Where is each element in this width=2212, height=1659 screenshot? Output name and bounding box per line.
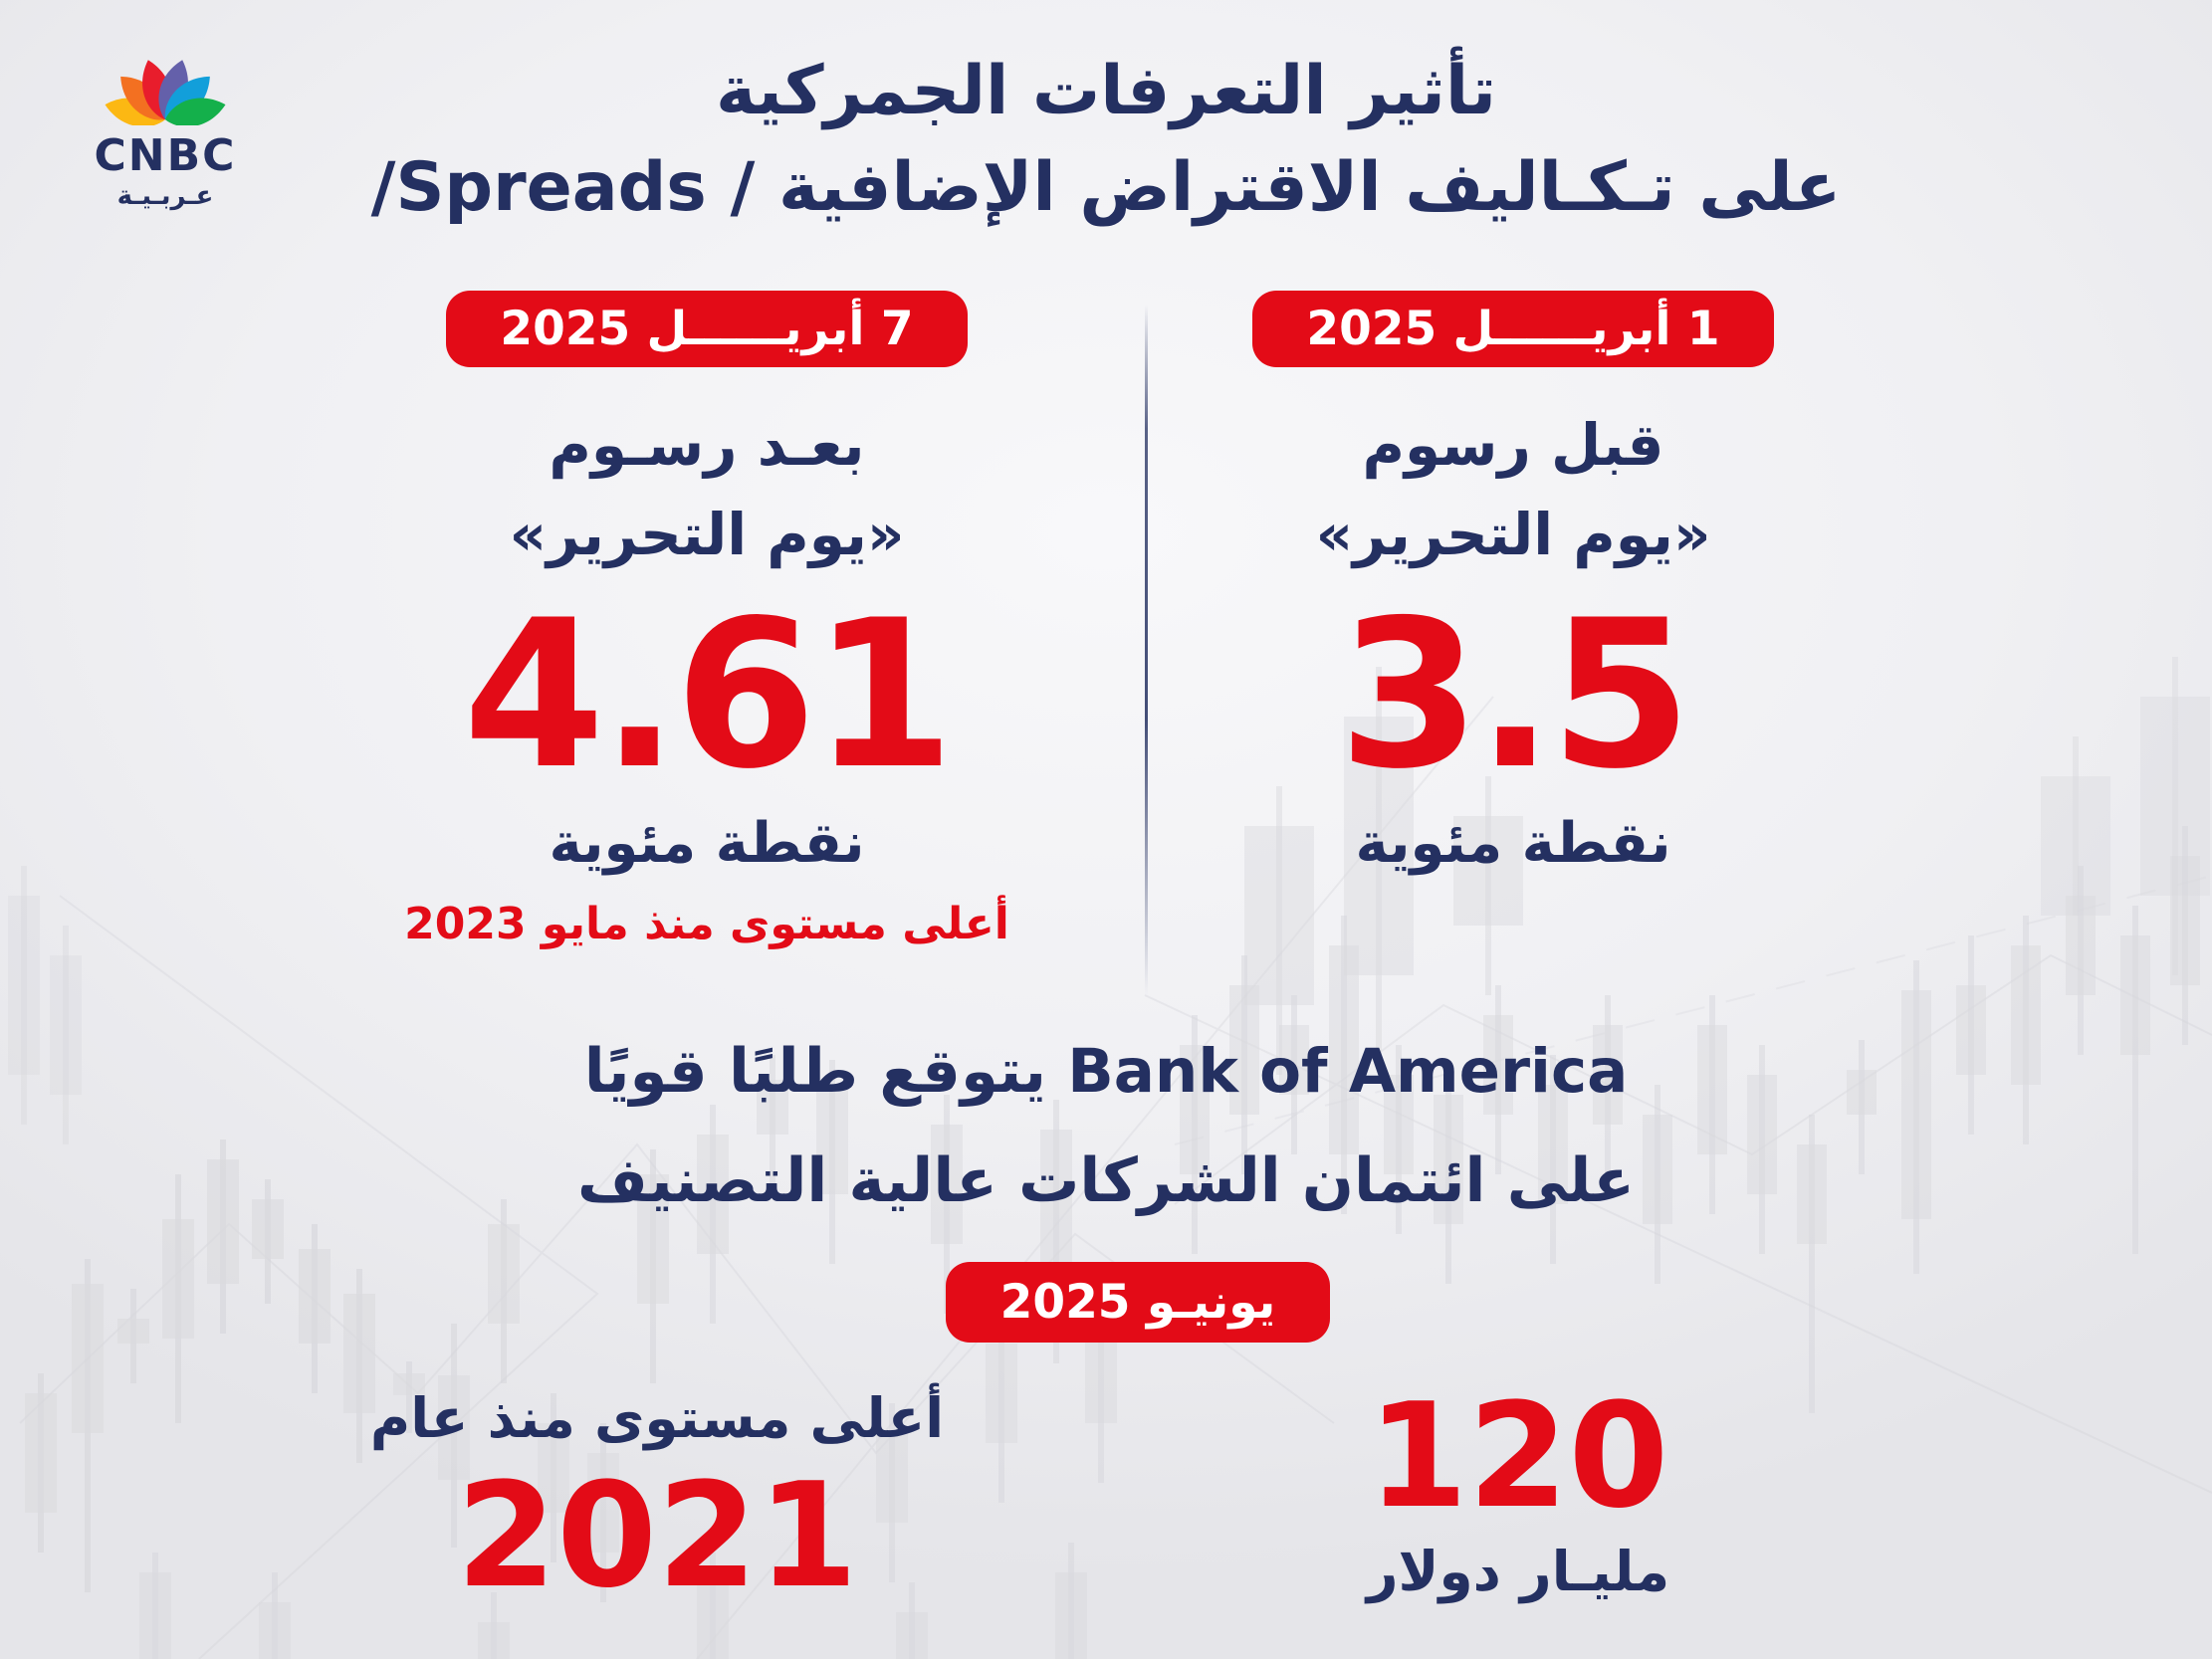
page-title xyxy=(0,44,2212,236)
after-spread-unit: نقطة مئوية xyxy=(549,810,865,876)
before-spread-unit: نقطة مئوية xyxy=(1355,810,1671,876)
amount-unit: مليـار دولار xyxy=(1366,1540,1670,1604)
brand-arabic-label: عـربـيـة xyxy=(116,181,214,212)
after-fees-label-line-1: بعـد رسـوم xyxy=(549,411,865,480)
after-spread-value: 4.61 xyxy=(463,576,951,814)
date-badge-april-7: 7 أبريــــــل 2025 xyxy=(446,291,967,367)
after-tariffs-column xyxy=(378,291,1035,951)
before-spread-value: 3.5 xyxy=(1338,576,1688,814)
before-fees-label xyxy=(1185,401,1842,580)
before-tariffs-column xyxy=(1185,291,1842,877)
since-year-value: 2021 xyxy=(456,1452,858,1620)
date-badge-april-1: 1 أبريــــــل 2025 xyxy=(1252,291,1773,367)
before-fees-label-line-2: «يوم التحرير» xyxy=(1315,500,1711,568)
title-line-1: تأثير التعرفات الجمركية xyxy=(716,52,1496,130)
highest-since-year-stat xyxy=(319,1385,995,1620)
credit-demand-stat xyxy=(1185,1372,1852,1604)
after-fees-label-line-2: «يوم التحرير» xyxy=(509,500,905,568)
forecast-heading-line-2: على ائتمان الشركات عالية التصنيف xyxy=(577,1145,1635,1216)
amount-value: 120 xyxy=(1367,1372,1669,1541)
column-divider xyxy=(1145,305,1148,995)
date-badge-june-2025: يونيـو 2025 xyxy=(946,1262,1330,1343)
title-line-2: على تـكـاليف الاقتراض الإضافية / Spreads/ xyxy=(370,147,1842,227)
before-fees-label-line-1: قبل رسوم xyxy=(1362,411,1664,480)
after-fees-label xyxy=(378,401,1035,580)
highest-since-may-2023-note: أعلى مستوى منذ مايو 2023 xyxy=(404,899,1009,950)
brand-name: CNBC xyxy=(94,130,237,181)
since-year-label: أعلى مستوى منذ عام xyxy=(369,1386,945,1450)
forecast-heading-line-1: Bank of America يتوقع طلبًا قويًا xyxy=(583,1036,1629,1107)
